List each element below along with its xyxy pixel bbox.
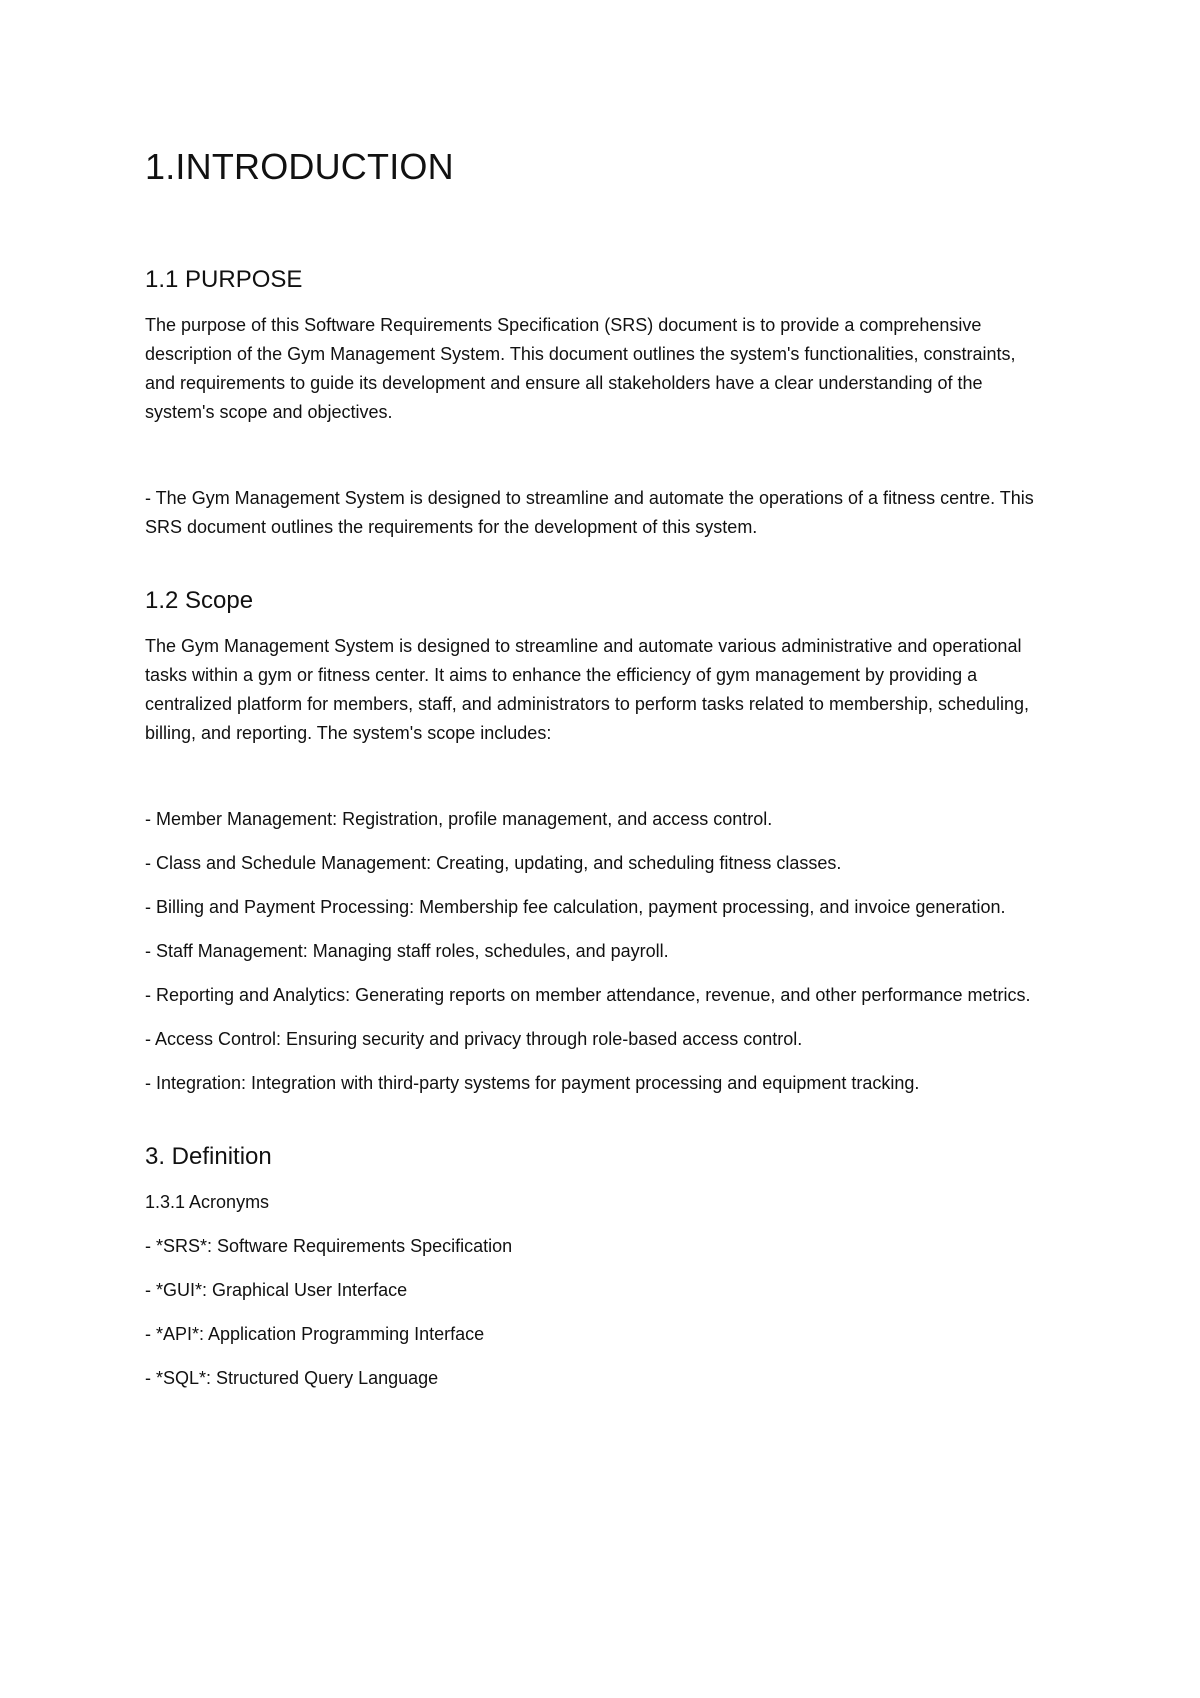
purpose-heading: 1.1 PURPOSE (145, 266, 303, 294)
scope-heading: 1.2 Scope (145, 586, 254, 614)
purpose-note: - The Gym Management System is designed to streamline and automate the operations of a fitness centre. This SRS document outlines the requirements for the development of this system. (145, 487, 1034, 537)
acronym-item: - *SRS*: Software Requirements Specification (145, 1235, 513, 1256)
scope-item: - Integration: Integration with third-party systems for payment processing and equipment tracking. (145, 1072, 920, 1093)
purpose-paragraph: The purpose of this Software Requirements Specification (SRS) document is to provide a comprehensive description of the Gym Management System. This document outlines the system's functionalities, constraints, and requirements to guide its development and ensure all stakeholders have a clear understanding of the system's scope and objectives. (145, 314, 1016, 422)
scope-item: - Staff Management: Managing staff roles, schedules, and payroll. (145, 940, 669, 961)
scope-item: - Reporting and Analytics: Generating reports on member attendance, revenue, and other performance metrics. (145, 984, 1031, 1005)
scope-item: - Billing and Payment Processing: Membership fee calculation, payment processing, and invoice generation. (145, 896, 1006, 917)
acronyms-subheading: 1.3.1 Acronyms (145, 1191, 270, 1212)
acronym-item: - *API*: Application Programming Interface (145, 1323, 485, 1344)
scope-item: - Access Control: Ensuring security and privacy through role-based access control. (145, 1028, 803, 1049)
definition-heading: 3. Definition (145, 1142, 272, 1170)
document-content (145, 145, 1050, 1393)
acronym-item: - *SQL*: Structured Query Language (145, 1367, 439, 1388)
document-title: 1.INTRODUCTION (145, 146, 454, 187)
scope-item: - Member Management: Registration, profile management, and access control. (145, 808, 773, 829)
scope-item: - Class and Schedule Management: Creating, updating, and scheduling fitness classes. (145, 852, 842, 873)
acronym-item: - *GUI*: Graphical User Interface (145, 1279, 408, 1300)
scope-paragraph: The Gym Management System is designed to streamline and automate various administrative and operational tasks within a gym or fitness center. It aims to enhance the efficiency of gym management by providing a centralized platform for members, staff, and administrators to perform tasks related to membership, scheduling, billing, and reporting. The system's scope includes: (145, 635, 1030, 743)
